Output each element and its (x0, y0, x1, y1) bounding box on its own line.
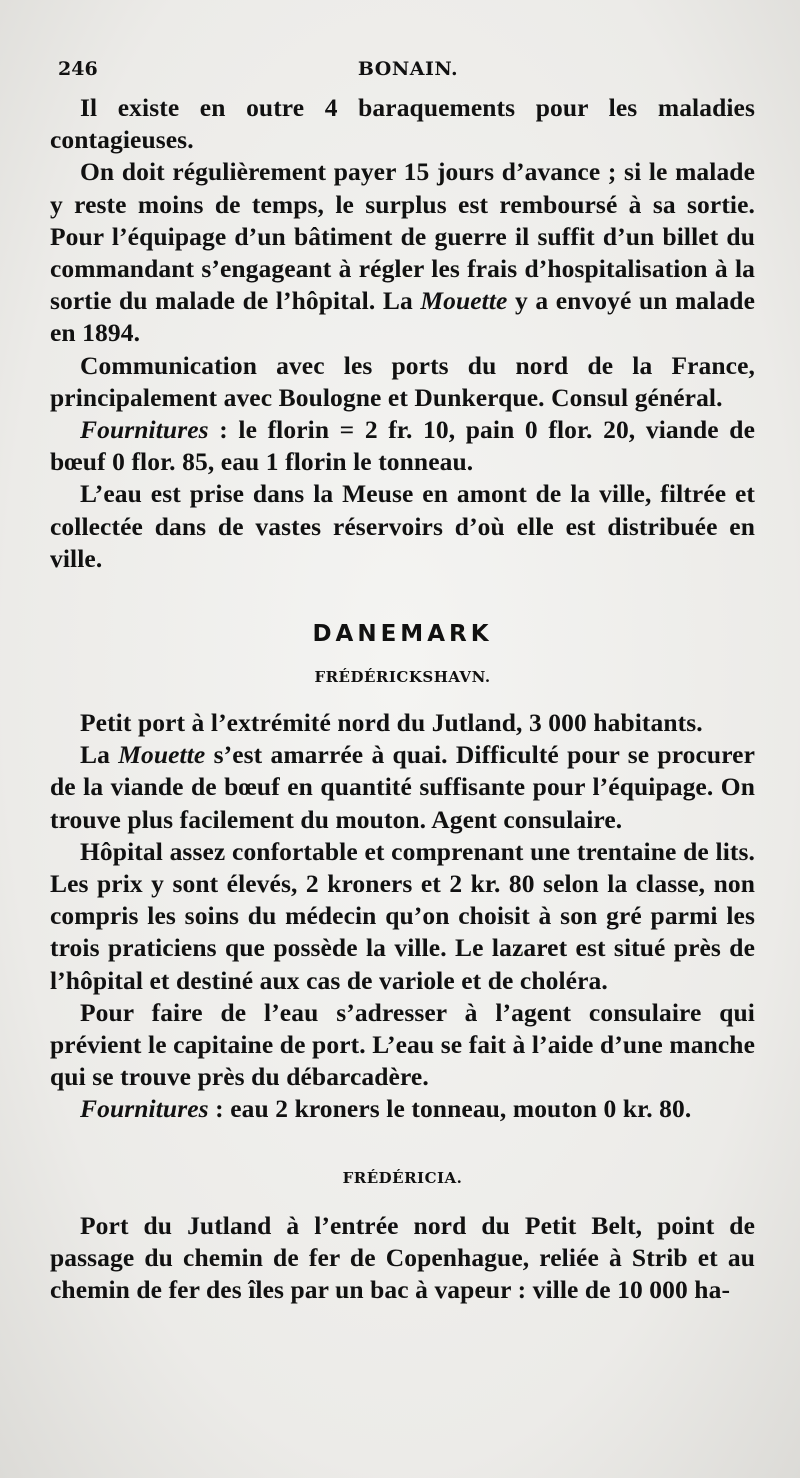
paragraph-text: L’eau est prise dans la Meuse en amont de la ville, filtrée et collectée dans de vastes réservoirs d’où elle est distribuée en ville. (50, 479, 755, 573)
paragraph (50, 997, 755, 1094)
paragraph-text: Il existe en outre 4 baraquements pour les maladies contagieuses. (50, 93, 755, 155)
supplies-label: Fournitures (80, 1094, 209, 1124)
paragraph-text: : le florin = 2 fr. 10, pain 0 flor. 20, viande de bœuf 0 flor. 85, eau 1 florin le tonneau. (50, 415, 755, 477)
paragraph-text: Pour faire de l’eau s’adresser à l’agent consulaire qui prévient le capitaine de port. L’eau se fait à l’aide d’une manche qui se trouve près du débarcadère. (50, 997, 755, 1092)
paragraph (50, 1093, 755, 1125)
paragraph (50, 156, 755, 349)
paragraph (50, 707, 755, 739)
paragraph (50, 350, 755, 414)
paragraph-text: On doit régulièrement payer 15 jours d’avance ; si le malade y reste moins de temps, le surplus est remboursé à sa sortie. Pour l’équipage d’un bâtiment de guerre il suffit d’un billet du commandant s’engageant à régler les frais d’hospitalisation à la sortie du malade de l’hôpital. La (50, 157, 755, 316)
page-body (50, 92, 755, 1306)
paragraph (50, 414, 755, 478)
country-heading: DANEMARK (312, 621, 493, 648)
supplies-label: Fournitures (80, 415, 209, 445)
paragraph (50, 836, 755, 997)
paragraph (50, 478, 755, 575)
paragraph-text: Port du Jutland à l’entrée nord du Petit Belt, point de passage du chemin de fer de Copenhague, reliée à Strib et au chemin de fer des îles par un bac à vapeur : ville de 10 000 ha- (50, 1210, 755, 1305)
paragraph (50, 1210, 755, 1307)
paragraph-text: Petit port à l’extrémité nord du Jutland, 3 000 habitants. (80, 708, 703, 738)
paragraph-text: y a envoyé un malade en 1894. (50, 286, 755, 348)
page-header (56, 58, 760, 88)
paragraph-text: Hôpital assez confortable et comprenant une trentaine de lits. Les prix y sont élevés, 2 kroners et 2 kr. 80 selon la classe, non compris les soins du médecin qu’on choisit à son gré parmi les trois praticiens que possède la ville. Le lazaret est situé près de l’hôpital et destiné aux cas de variole et de choléra. (50, 836, 755, 995)
page-number: 246 (58, 58, 98, 80)
paragraph-text: s’est amarrée à quai. Difficulté pour se procurer de la viande de bœuf en quantité suffisante pour l’équipage. On trouve plus facilement du mouton. Agent consulaire. (50, 740, 755, 834)
town-heading: FRÉDÉRICIA. (342, 1168, 463, 1187)
paragraph-text: La (80, 740, 119, 770)
paragraph (50, 739, 755, 836)
paragraph-text: Communication avec les ports du nord de la France, principalement avec Boulogne et Dunkerque. Consul général. (50, 350, 755, 412)
ship-name: Mouette (420, 286, 508, 316)
paragraph (50, 92, 755, 156)
ship-name: Mouette (118, 740, 206, 770)
running-title: BONAIN. (357, 58, 459, 80)
town-heading: FRÉDÉRICKSHAVN. (314, 668, 491, 687)
paragraph-text: : eau 2 kroners le tonneau, mouton 0 kr. 80. (208, 1094, 692, 1124)
